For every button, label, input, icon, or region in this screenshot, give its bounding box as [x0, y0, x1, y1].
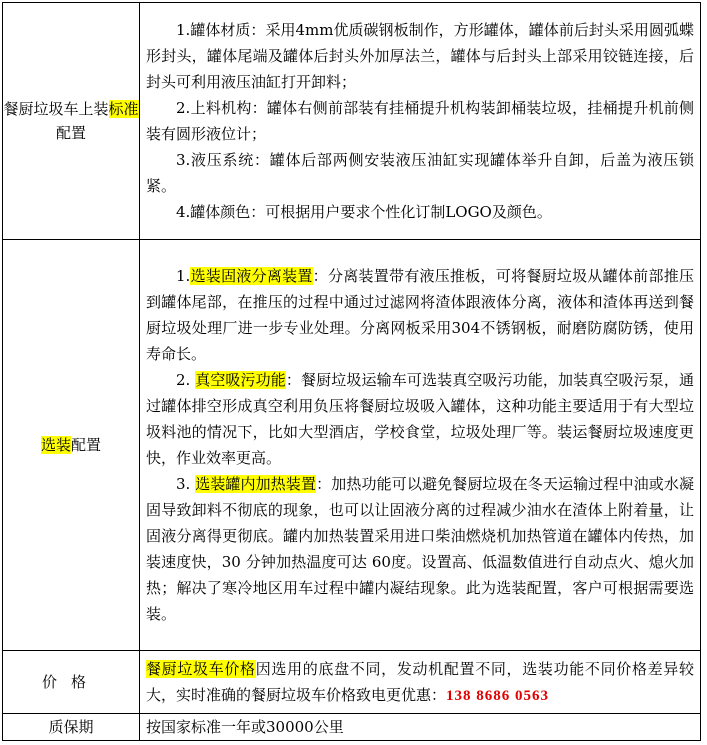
standard-item: 4.罐体颜色：可根据用户要求个性化订制LOGO及颜色。 [176, 203, 552, 221]
item-text: 加热功能可以避免餐厨垃圾在冬天运输过程中油或水凝固导致卸料不彻底的现象，也可以让固液分离的过程减少油水在渣体上附着量，让固液分离得更彻底。罐内加热装置采用进口柴油燃烧机加热管道在罐体内传热，加装速度快，30 分钟加热温度可达 60度。设置高、低温数值进行自动点火、熄火加热；解决了寒冷地区用车过程中罐内凝结现象。此为选装配置，客户可根据需要选装。 [146, 475, 694, 623]
item-text: 餐厨垃圾运输车可选装真空吸污功能，加装真空吸污泵，通过罐体排空形成真空利用负压将餐厨垃圾吸入罐体，这种功能主要适用于有大型垃圾料池的情况下，比如大型酒店，学校食堂，垃圾处理厂等。装运餐厨垃圾速度更快，作业效率更高。 [146, 371, 694, 467]
item-number: 2. [176, 371, 196, 389]
optional-config-row [3, 240, 701, 651]
standard-config-row [3, 3, 701, 240]
price-label: 价格 [3, 651, 140, 714]
warranty-label: 质保期 [3, 714, 140, 741]
standard-item: 1.罐体材质：采用4mm优质碳钢板制作，方形罐体，罐体前后封头采用圆弧蝶形封头，罐体尾端及罐体后封头外加厚法兰，罐体与后封头上部采用铰链连接，后封头可利用液压油缸打开卸料； [146, 21, 694, 91]
optional-item-2 [146, 367, 694, 471]
item-colon: ： [285, 371, 302, 389]
config-table [2, 2, 701, 741]
item-number: 3. [176, 475, 196, 493]
standard-label-suffix: 配置 [55, 124, 86, 142]
optional-config-content [140, 240, 701, 651]
warranty-content: 按国家标准一年或30000公里 [140, 714, 701, 741]
standard-label-highlight: 标准 [108, 100, 139, 118]
item-title: 真空吸污功能 [195, 371, 286, 389]
standard-item: 2.上料机构：罐体右侧前部装有挂桶提升机构装卸桶装垃圾，挂桶提升机前侧装有圆形液位计； [146, 99, 694, 143]
price-content [140, 651, 701, 714]
item-text: 分离装置带有液压推板，可将餐厨垃圾从罐体前部推压到罐体尾部，在推压的过程中通过过滤网将渣体跟液体分离，液体和渣体再送到餐厨垃圾处理厂进一步专业处理。分离网板采用304不锈钢板，耐磨防腐防锈，使用寿命长。 [146, 267, 694, 363]
item-title: 选装固液分离装置 [190, 267, 313, 285]
optional-config-label [3, 240, 140, 651]
standard-config-label [3, 3, 140, 240]
price-highlight: 餐厨垃圾车价格 [146, 659, 256, 678]
price-text: 因选用的底盘不同，发动机配置不同，选装功能不同价格差异较大，实时准确的餐厨垃圾车价格致电更优惠： [146, 659, 694, 704]
optional-label-highlight: 选装 [40, 436, 71, 454]
item-number: 1. [176, 267, 191, 285]
item-colon: ： [312, 267, 328, 285]
optional-item-3 [146, 471, 694, 627]
phone-number[interactable]: 138 8686 0563 [446, 687, 550, 704]
standard-config-content [140, 3, 701, 240]
item-title: 选装罐内加热装置 [195, 475, 317, 493]
standard-label-text: 餐厨垃圾车上装 [3, 100, 109, 118]
optional-item-1 [146, 263, 694, 367]
price-row [3, 651, 701, 714]
item-colon: ： [316, 475, 332, 493]
optional-label-suffix: 配置 [71, 436, 102, 454]
warranty-row [3, 714, 701, 741]
standard-item: 3.液压系统：罐体后部两侧安装液压油缸实现罐体举升自卸，后盖为液压锁紧。 [146, 151, 694, 195]
